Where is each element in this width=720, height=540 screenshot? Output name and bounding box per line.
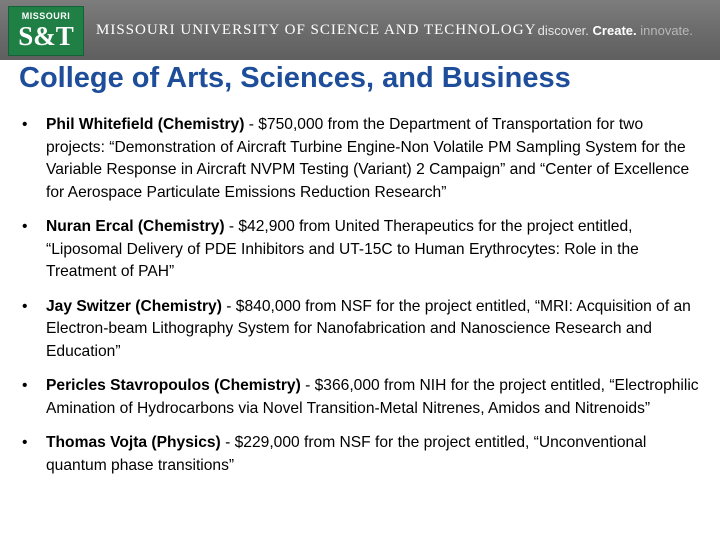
header-banner xyxy=(0,0,720,60)
award-description: - $229,000 from NSF for the project entitled, “Unconventional quantum phase transitions” xyxy=(46,434,647,474)
researcher-name: Thomas Vojta (Physics) xyxy=(46,434,221,451)
bullet-item xyxy=(22,296,702,364)
researcher-name: Nuran Ercal (Chemistry) xyxy=(46,218,225,235)
bullet-item xyxy=(22,114,702,204)
university-logo[interactable] xyxy=(8,6,84,56)
award-description: - $750,000 from the Department of Transportation for two projects: “Demonstration of Aircraft Turbine Engine-Non Volatile PM Sampling System for the Variable Response in Aircraft NVPM Testing (Variant) 2 Campaign” and “Center of Excellence for Aerospace Particulate Emissions Reduction Research” xyxy=(46,116,690,201)
award-description: - $366,000 from NIH for the project entitled, “Electrophilic Amination of Hydrocarbons via Novel Transition-Metal Nitrenes, Amidos and Nitrenoids” xyxy=(46,377,699,417)
bullet-icon: • xyxy=(22,434,28,451)
bullet-list xyxy=(22,114,702,477)
bullet-icon: • xyxy=(22,218,28,235)
bullet-icon: • xyxy=(22,377,28,394)
bullet-item xyxy=(22,216,702,284)
university-name: MISSOURI UNIVERSITY OF SCIENCE AND TECHNOLOGY xyxy=(96,22,537,38)
tagline xyxy=(538,23,693,38)
tagline-create: Create. xyxy=(592,23,637,38)
researcher-name: Jay Switzer (Chemistry) xyxy=(46,297,222,315)
researcher-name: Phil Whitefield (Chemistry) xyxy=(46,116,245,133)
bullet-icon: • xyxy=(22,116,28,133)
logo-main-text: S&T xyxy=(18,21,74,51)
bullet-item xyxy=(22,432,702,477)
bullet-icon: • xyxy=(22,297,28,315)
bullet-item xyxy=(22,375,702,420)
researcher-name: Pericles Stavropoulos (Chemistry) xyxy=(46,377,301,394)
tagline-innovate: innovate. xyxy=(640,23,693,38)
award-description: - $42,900 from United Therapeutics for the project entitled, “Liposomal Delivery of PDE Inhibitors and UT-15C to Human Erythrocytes: Role in the Treatment of PAH” xyxy=(46,218,639,280)
logo-top-text: MISSOURI xyxy=(21,11,71,21)
slide-title: College of Arts, Sciences, and Business xyxy=(19,62,571,94)
award-description: - $840,000 from NSF for the project entitled, “MRI: Acquisition of an Electron-beam Lithography System for Nanofabrication and Nanoscience Research and Education” xyxy=(46,297,691,360)
tagline-discover: discover. xyxy=(537,23,589,38)
